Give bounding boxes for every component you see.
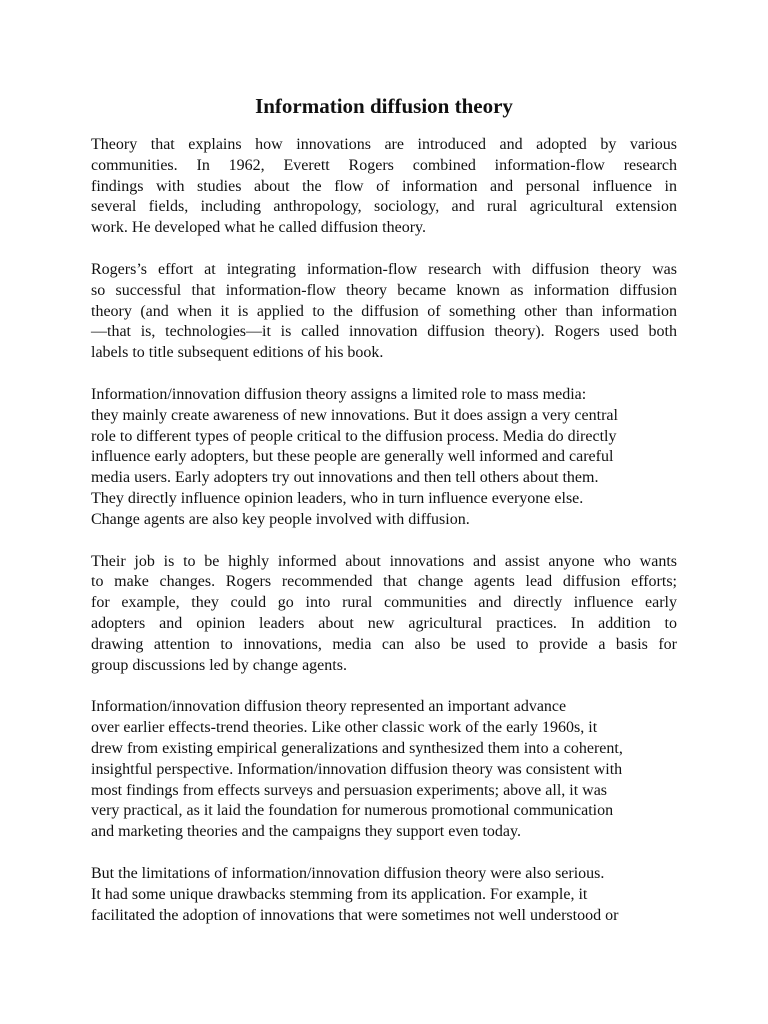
text-line: drawing attention to innovations, media can also be used to provide a basis for — [91, 635, 677, 653]
paragraph-6 — [91, 864, 677, 926]
text-line: media users. Early adopters try out innovations and then tell others about them. — [91, 469, 599, 487]
text-line: so successful that information-flow theory became known as information diffusion — [91, 281, 677, 299]
text-line: role to different types of people critical to the diffusion process. Media do directly — [91, 427, 617, 445]
text-line: —that is, technologies—it is called innovation diffusion theory). Rogers used both — [91, 323, 677, 341]
text-line: to make changes. Rogers recommended that change agents lead diffusion efforts; — [91, 573, 677, 591]
text-line: over earlier effects-trend theories. Like other classic work of the early 1960s, it — [91, 719, 598, 737]
text-line: Information/innovation diffusion theory assigns a limited role to mass media: — [91, 385, 587, 403]
text-line: Change agents are also key people involved with diffusion. — [91, 510, 470, 528]
text-line: influence early adopters, but these people are generally well informed and careful — [91, 448, 614, 466]
text-line: Rogers’s effort at integrating information-flow research with diffusion theory was — [91, 260, 677, 278]
text-line: findings with studies about the flow of information and personal influence in — [91, 177, 677, 195]
text-line: labels to title subsequent editions of his book. — [91, 344, 384, 362]
text-line: theory (and when it is applied to the diffusion of something other than information — [91, 302, 677, 320]
text-line: very practical, as it laid the foundation for numerous promotional communication — [91, 802, 614, 820]
text-line: group discussions led by change agents. — [91, 656, 347, 674]
text-line: adopters and opinion leaders about new agricultural practices. In addition to — [91, 614, 677, 632]
paragraph-5 — [91, 697, 677, 843]
text-line: and marketing theories and the campaigns they support even today. — [91, 823, 521, 841]
paragraph-2 — [91, 260, 677, 364]
text-line: several fields, including anthropology, sociology, and rural agricultural extension — [91, 198, 677, 216]
text-line: It had some unique drawbacks stemming from its application. For example, it — [91, 885, 588, 903]
page-title: Information diffusion theory — [255, 94, 513, 118]
text-line: insightful perspective. Information/innovation diffusion theory was consistent with — [91, 760, 623, 778]
paragraph-3 — [91, 385, 677, 531]
text-line: work. He developed what he called diffusion theory. — [91, 219, 427, 237]
text-line: for example, they could go into rural communities and directly influence early — [91, 594, 677, 612]
text-line: they mainly create awareness of new innovations. But it does assign a very central — [91, 406, 618, 424]
paragraph-4 — [91, 552, 677, 677]
text-line: Their job is to be highly informed about innovations and assist anyone who wants — [91, 552, 677, 570]
text-line: But the limitations of information/innovation diffusion theory were also serious. — [91, 864, 605, 882]
paragraph-1 — [91, 135, 677, 239]
text-line: They directly influence opinion leaders, who in turn influence everyone else. — [91, 489, 584, 507]
text-line: communities. In 1962, Everett Rogers combined information-flow research — [91, 156, 677, 174]
text-line: most findings from effects surveys and persuasion experiments; above all, it was — [91, 781, 608, 799]
text-line: Information/innovation diffusion theory represented an important advance — [91, 698, 567, 716]
text-line: facilitated the adoption of innovations that were sometimes not well understood or — [91, 906, 619, 924]
text-line: Theory that explains how innovations are introduced and adopted by various — [91, 136, 677, 153]
text-line: drew from existing empirical generalizations and synthesized them into a coherent, — [91, 739, 623, 757]
